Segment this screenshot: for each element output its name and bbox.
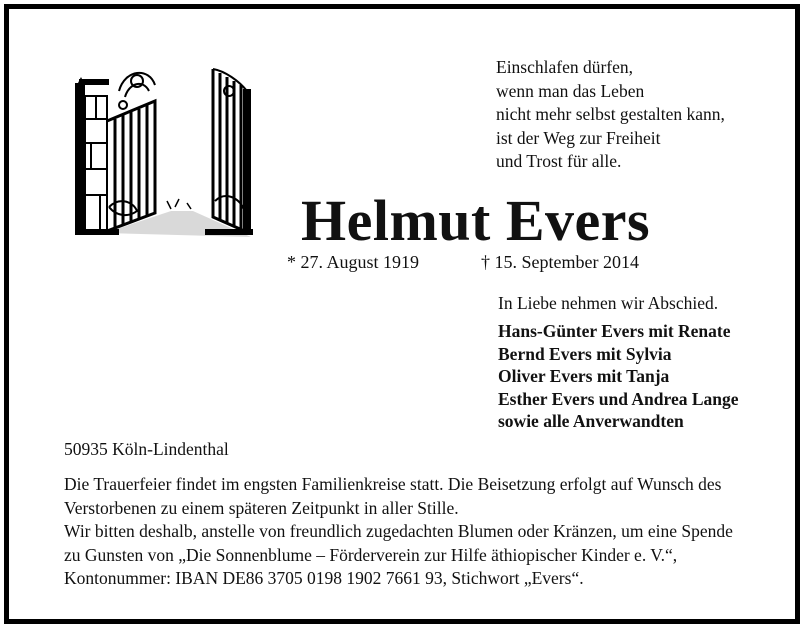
notice-line: Verstorbenen zu einem späteren Zeitpunkt in aller Stille. [64,497,459,518]
notice-line: Die Trauerfeier findet im engsten Familienkreise statt. Die Beisetzung erfolgt auf Wunsch des [64,474,722,494]
cemetery-gate-icon [75,61,253,242]
city-line: 50935 Köln-Lindenthal [64,439,229,459]
poem-line: ist der Weg zur Freiheit [496,127,661,148]
mourner-line: Oliver Evers mit Tanja [498,366,670,386]
mourners-list [498,320,739,433]
notice-line: zu Gunsten von „Die Sonnenblume – Förderverein zur Hilfe äthiopischer Kinder e. V.“, [64,544,678,565]
death-date: † 15. September 2014 [481,252,639,272]
birth-date: * 27. August 1919 [287,252,420,272]
poem-line: nicht mehr selbst gestalten kann, [496,104,725,124]
mourner-line: Bernd Evers mit Sylvia [498,343,672,364]
poem-line: wenn man das Leben [496,80,645,101]
farewell-text: In Liebe nehmen wir Abschied. [498,293,719,313]
mourner-line: sowie alle Anverwandten [498,411,684,431]
obituary-frame [4,4,800,624]
poem [496,56,725,174]
poem-line: und Trost für alle. [496,151,622,171]
notice-line: Wir bitten deshalb, anstelle von freundlich zugedachten Blumen oder Kränzen, um eine Spende [64,521,733,541]
notice-line: Kontonummer: IBAN DE86 3705 0198 1902 7661 93, Stichwort „Evers“. [64,568,584,588]
mourner-line: Hans-Günter Evers mit Renate [498,321,731,341]
deceased-name: Helmut Evers [301,188,651,253]
mourner-line: Esther Evers und Andrea Lange [498,388,739,409]
funeral-notice [64,473,733,591]
poem-line: Einschlafen dürfen, [496,57,634,77]
